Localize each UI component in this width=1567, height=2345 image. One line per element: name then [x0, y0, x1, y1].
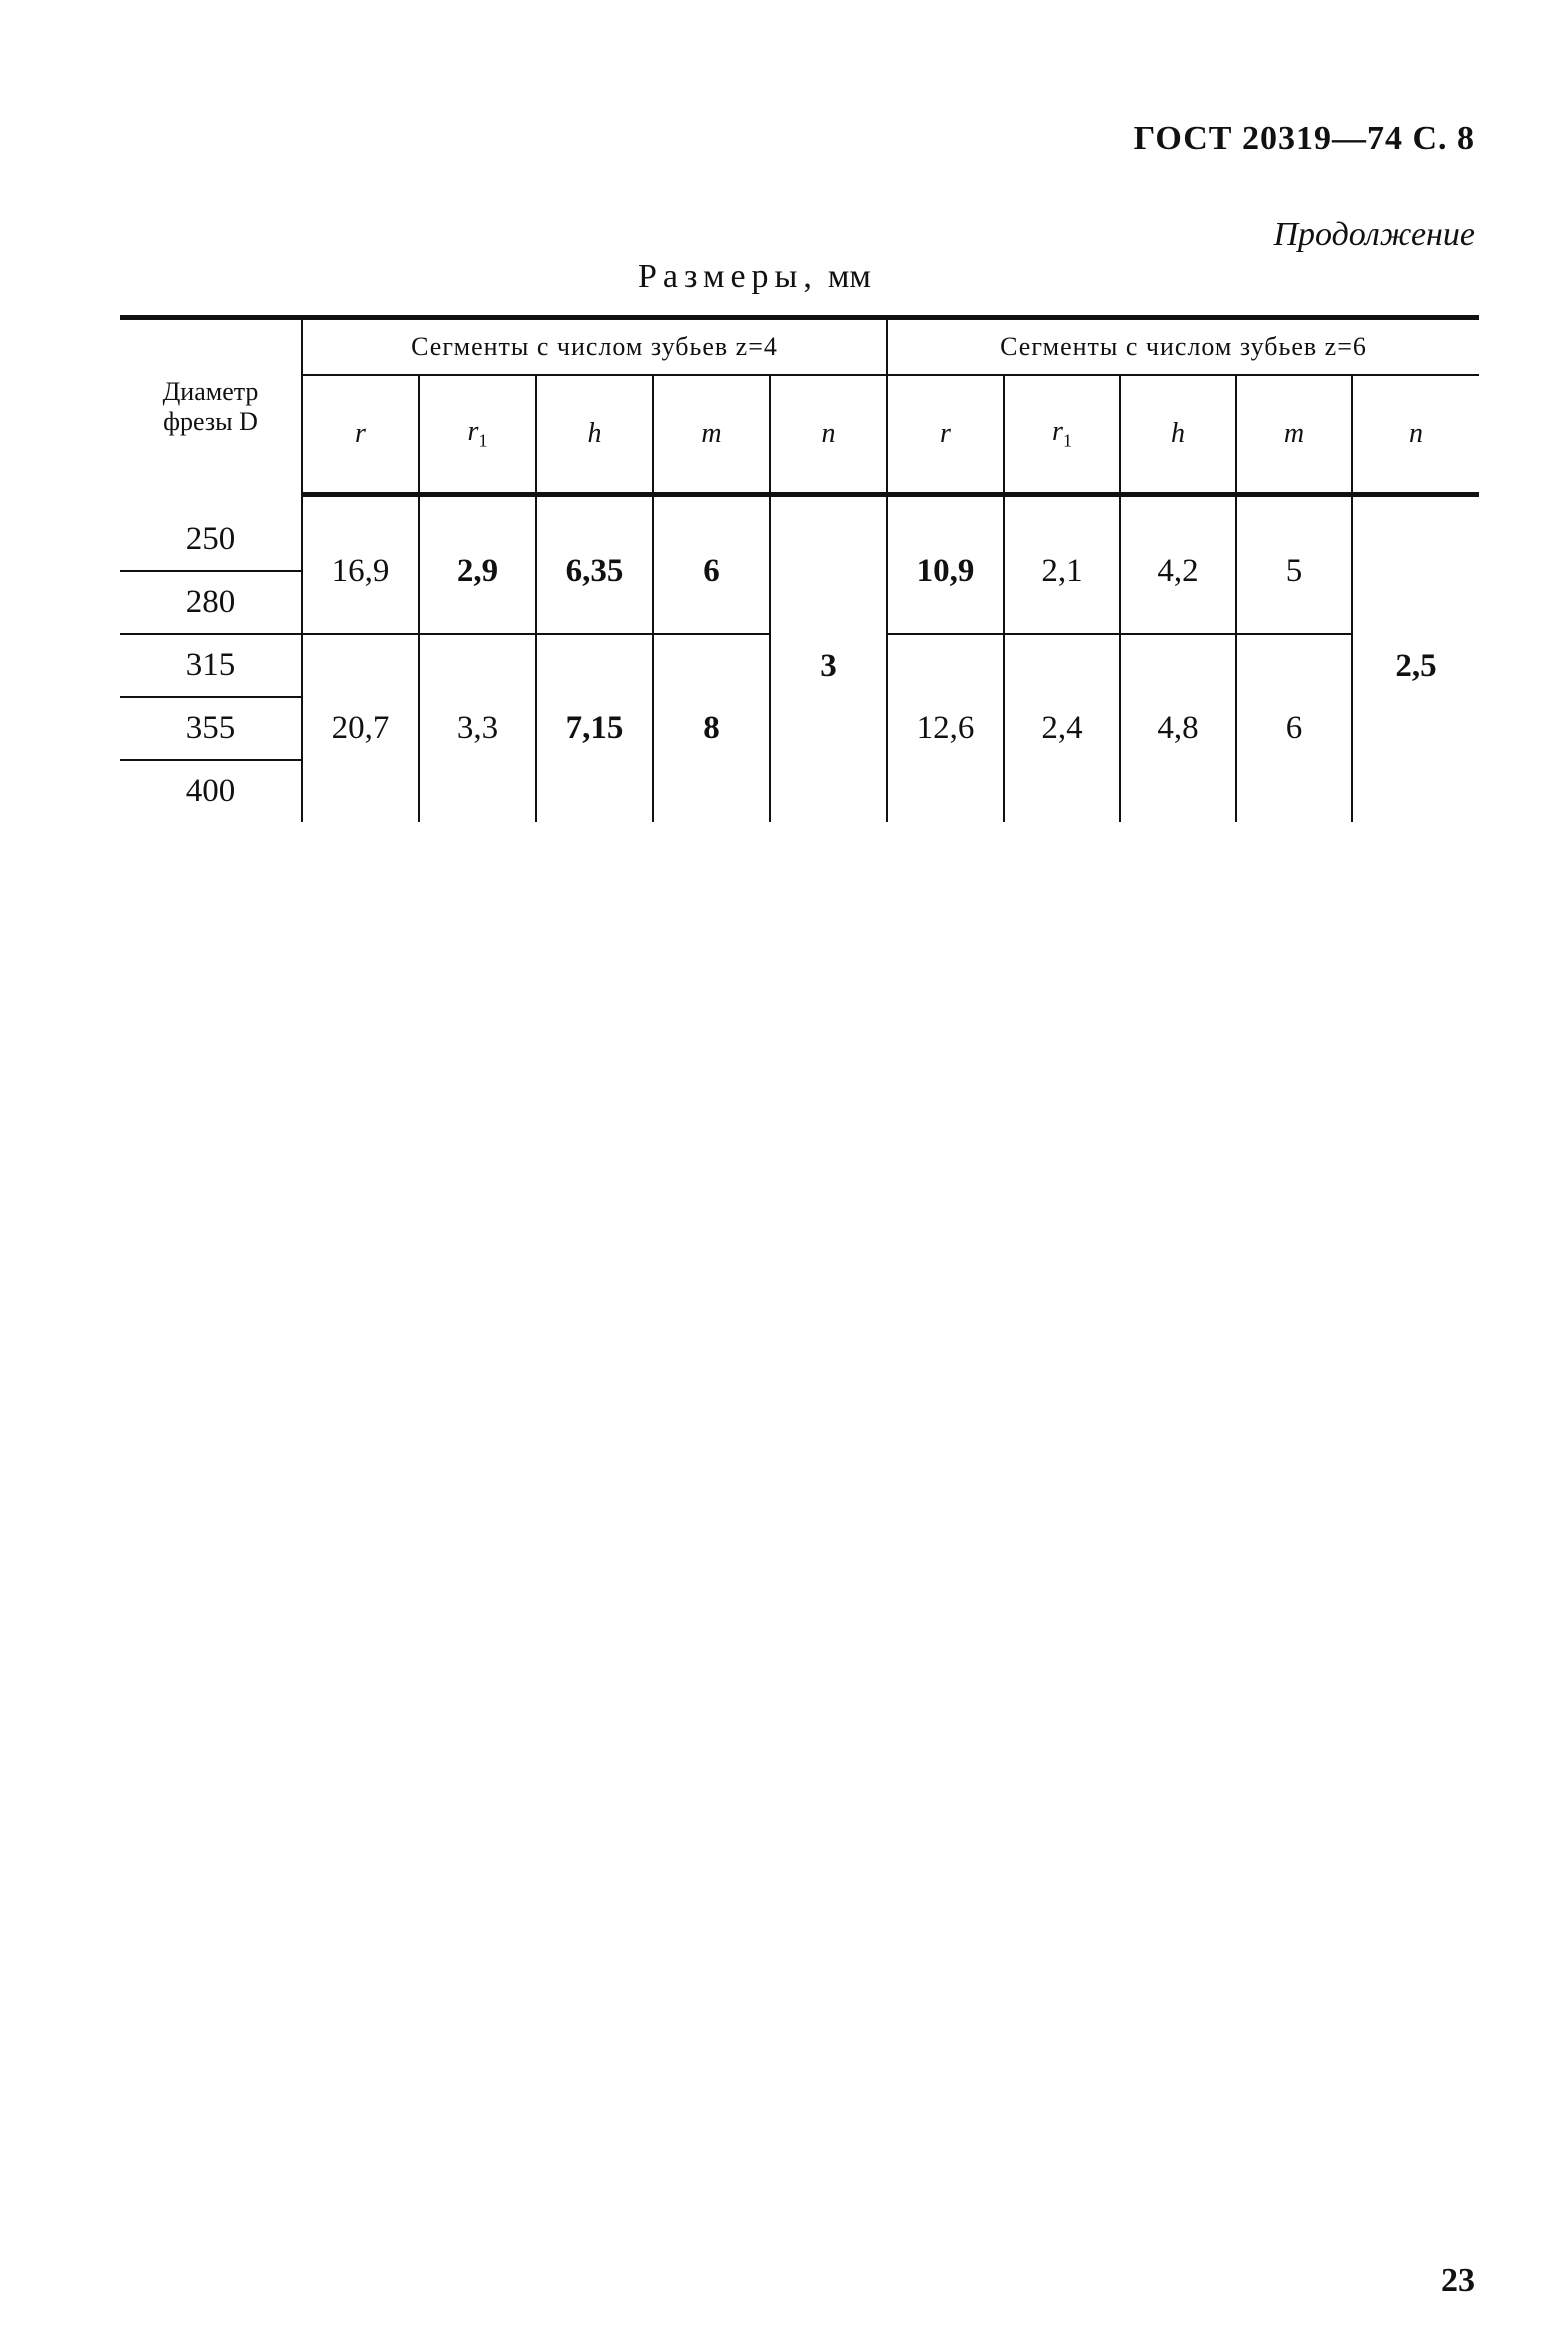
value-cell-z4-r: 16,9	[302, 495, 419, 634]
value-cell-z6-r: 12,6	[887, 634, 1004, 822]
col-n-z6: n	[1352, 375, 1479, 495]
col-r1-sub: 1	[1062, 430, 1072, 451]
col-n-z4: n	[770, 375, 887, 495]
col-r-z6: r	[887, 375, 1004, 495]
diameter-cell: 355	[120, 697, 302, 760]
col-r1-z4	[419, 375, 536, 495]
value-cell-z4-m: 8	[653, 634, 770, 822]
diameter-cell: 315	[120, 634, 302, 697]
value-cell-z6-m: 5	[1236, 495, 1352, 634]
value-cell-z6-r1: 2,1	[1004, 495, 1120, 634]
value-cell-z6-h: 4,2	[1120, 495, 1236, 634]
value-cell-z4-r1: 3,3	[419, 634, 536, 822]
col-r-z4: r	[302, 375, 419, 495]
value-cell-z6-r1: 2,4	[1004, 634, 1120, 822]
diameter-header	[120, 318, 302, 495]
caption-unit: мм	[827, 258, 871, 295]
table-caption	[638, 258, 871, 296]
diameter-cell: 400	[185, 772, 236, 809]
diameter-header-line2: фрезы D	[163, 407, 258, 437]
col-m-z6: m	[1236, 375, 1352, 495]
col-r1-base: r	[1052, 416, 1063, 448]
col-h-z4: h	[536, 375, 653, 495]
col-r1-base: r	[467, 416, 479, 448]
diameter-header-line1: Диаметр	[162, 377, 259, 407]
diameter-cell: 280	[120, 571, 302, 634]
dimensions-table	[120, 315, 1479, 822]
group-z6-header: Сегменты с числом зубьев z=6	[887, 318, 1479, 376]
value-cell-z4-h: 6,35	[536, 495, 653, 634]
col-h-z6: h	[1120, 375, 1236, 495]
document-header: ГОСТ 20319—74 С. 8	[1133, 120, 1475, 157]
col-m-z4: m	[653, 375, 770, 495]
table-row	[120, 495, 1479, 571]
group-z4-header: Сегменты с числом зубьев z=4	[302, 318, 887, 376]
col-r1-sub: 1	[478, 430, 488, 451]
col-r1-z6	[1004, 375, 1120, 495]
value-cell-z6-r: 10,9	[887, 495, 1004, 634]
diameter-cell: 250	[120, 495, 302, 571]
caption-text: Размеры,	[638, 258, 818, 295]
value-cell-z4-r1: 2,9	[419, 495, 536, 634]
value-cell-z4-m: 6	[653, 495, 770, 634]
value-cell-z6-h: 4,8	[1120, 634, 1236, 822]
continuation-label: Продолжение	[1273, 216, 1475, 253]
value-cell-z4-r: 20,7	[302, 634, 419, 822]
page-number: 23	[1441, 2262, 1475, 2299]
value-cell-z6-n: 2,5	[1352, 495, 1479, 822]
value-cell-z6-m: 6	[1236, 634, 1352, 822]
value-cell-z4-h: 7,15	[536, 634, 653, 822]
value-cell-z4-n: 3	[770, 495, 887, 822]
